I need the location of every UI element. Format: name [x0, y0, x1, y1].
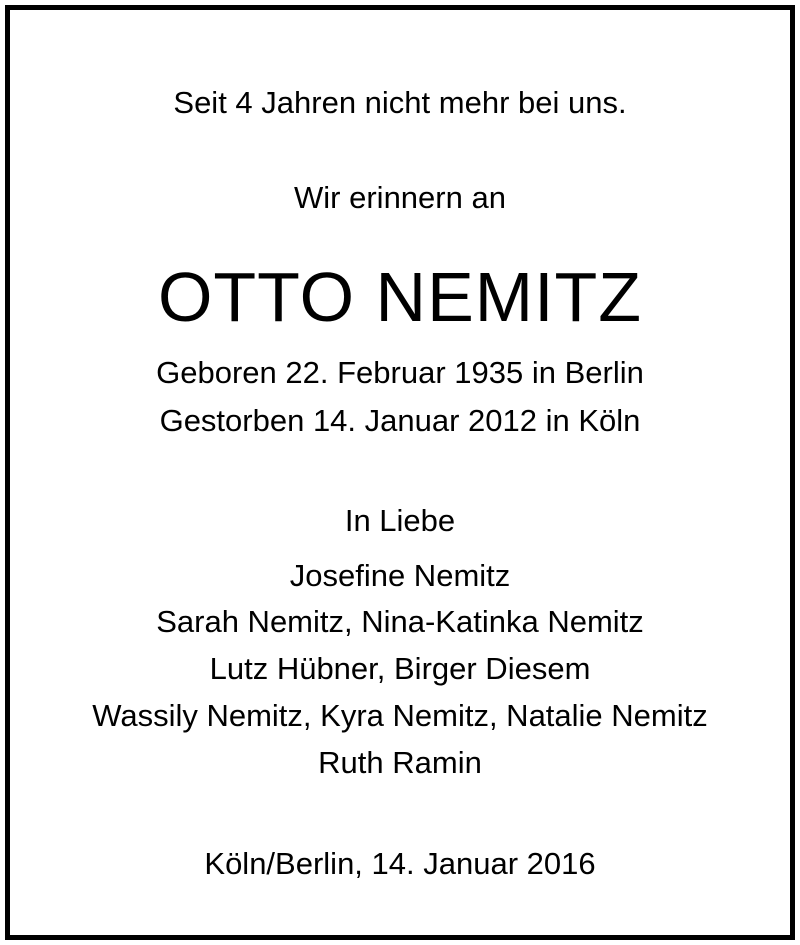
in-love-text: In Liebe	[344, 503, 456, 538]
family-line: Wassily Nemitz, Kyra Nemitz, Natalie Nemitz	[92, 698, 708, 733]
deceased-name: OTTO NEMITZ	[157, 258, 643, 336]
family-line: Ruth Ramin	[318, 745, 482, 780]
remember-text: Wir erinnern an	[294, 180, 506, 215]
birth-line: Geboren 22. Februar 1935 in Berlin	[156, 355, 644, 390]
family-line: Josefine Nemitz	[289, 558, 511, 593]
place-date-line: Köln/Berlin, 14. Januar 2016	[204, 846, 596, 881]
obituary-frame	[5, 5, 795, 940]
death-line: Gestorben 14. Januar 2012 in Köln	[159, 403, 641, 438]
family-line: Sarah Nemitz, Nina-Katinka Nemitz	[156, 604, 644, 639]
family-line: Lutz Hübner, Birger Diesem	[209, 651, 591, 686]
intro-text: Seit 4 Jahren nicht mehr bei uns.	[173, 85, 627, 120]
